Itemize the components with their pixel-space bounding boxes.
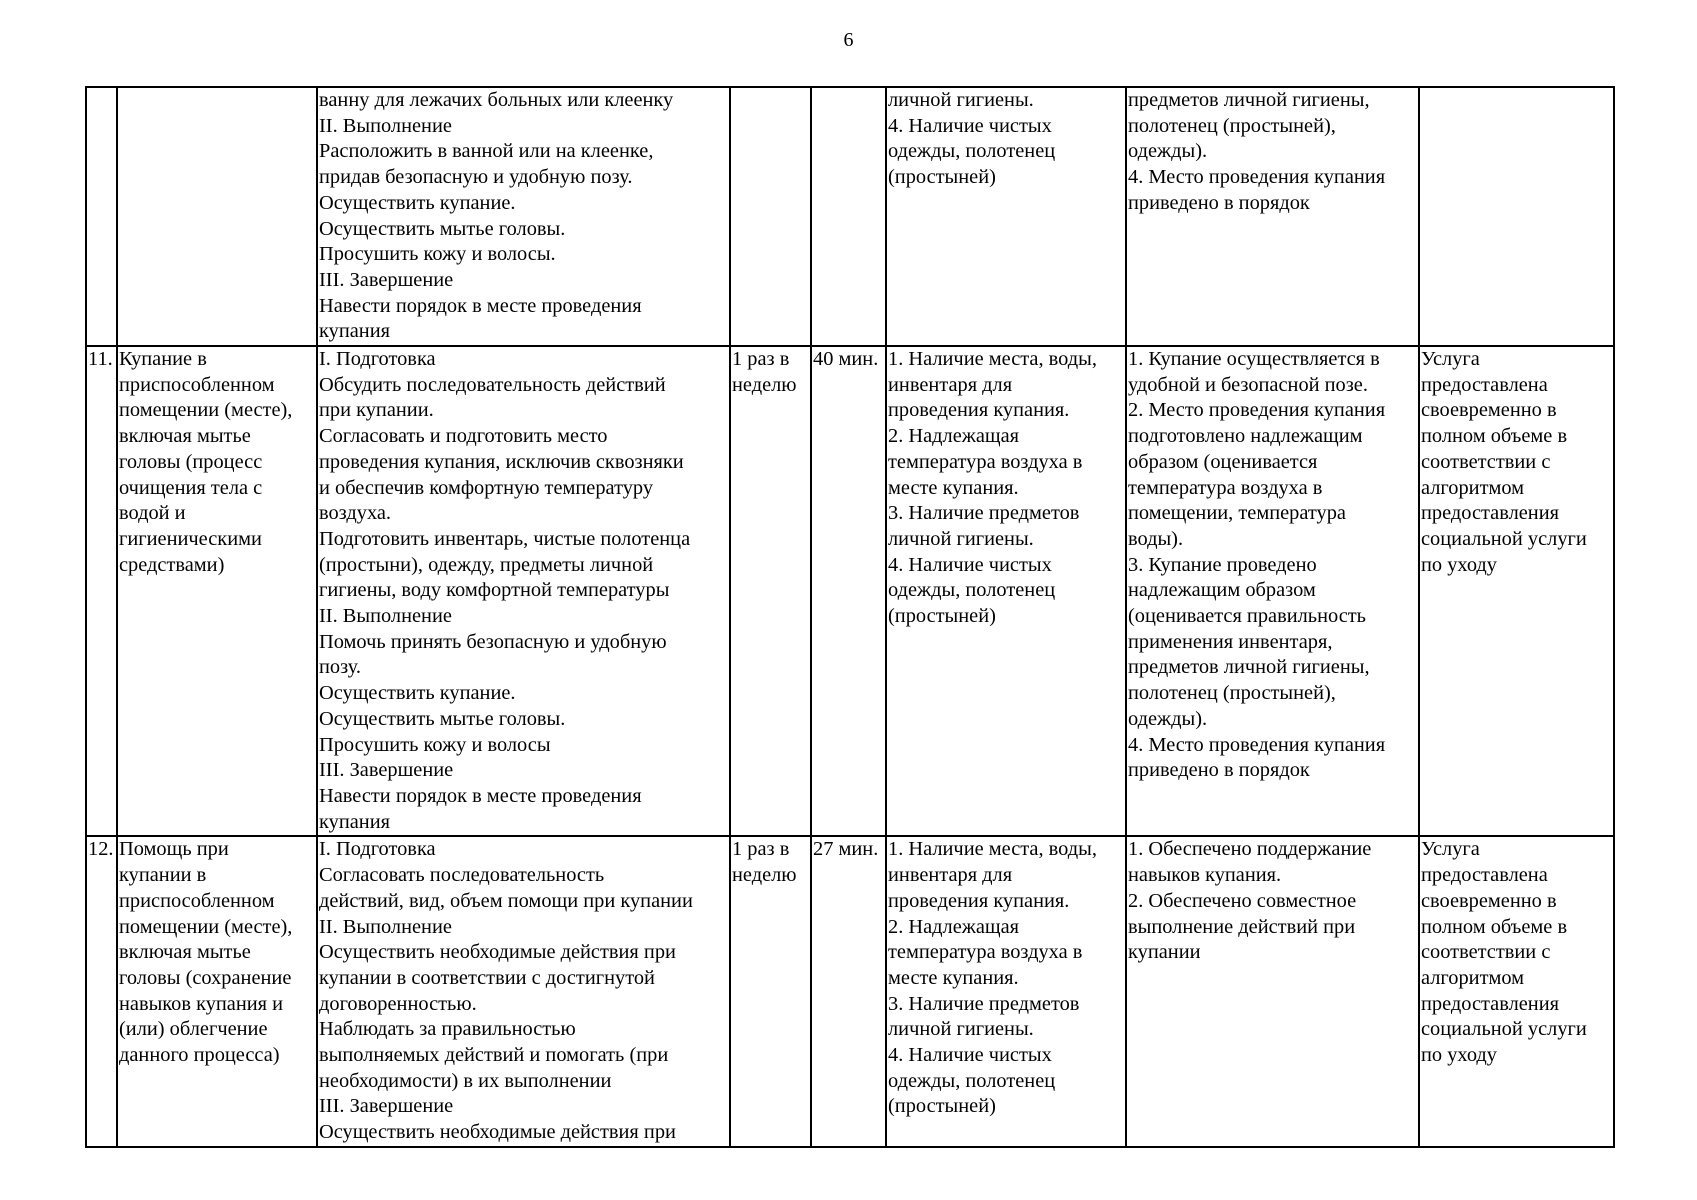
text-line: полотенец (простыней), bbox=[1128, 682, 1336, 705]
cell-result bbox=[1419, 346, 1614, 836]
text-line: ванну для лежачих больных или клеенку bbox=[319, 89, 674, 111]
text-line: Помощь при bbox=[119, 838, 229, 861]
text-line: воды). bbox=[1128, 527, 1184, 550]
text-line: Осуществить мытье головы. bbox=[319, 217, 566, 240]
cell-conditions bbox=[886, 346, 1126, 836]
text-line: 1. Наличие места, воды, bbox=[888, 348, 1097, 371]
text-line: проведения купания, исключив сквозняки bbox=[319, 450, 684, 473]
text-line: гигиены, воду комфортной температуры bbox=[319, 579, 670, 602]
text-line: 4. Наличие чистых bbox=[888, 114, 1052, 137]
text-line: одежды). bbox=[1128, 140, 1208, 163]
text-line: 4. Наличие чистых bbox=[888, 1044, 1052, 1067]
text-line: действий, вид, объем помощи при купании bbox=[319, 889, 693, 912]
text-line: I. Подготовка bbox=[319, 348, 436, 371]
text-line: при купании. bbox=[319, 399, 434, 422]
text-line: купании bbox=[1128, 941, 1201, 964]
text-line: водой и bbox=[119, 502, 186, 525]
page-number: 6 bbox=[843, 29, 854, 51]
text-line: 2. Надлежащая bbox=[888, 915, 1020, 938]
cell-quality-indicators bbox=[1126, 836, 1419, 1146]
text-line: приведено в порядок bbox=[1128, 191, 1310, 214]
text-line: помещении (месте), bbox=[119, 399, 293, 422]
text-line: одежды). bbox=[1128, 707, 1208, 730]
text-line: своевременно в bbox=[1421, 399, 1557, 422]
text-line: данного процесса) bbox=[119, 1044, 280, 1067]
text-line: социальной услуги bbox=[1421, 1018, 1587, 1041]
text-line: Осуществить необходимые действия при bbox=[319, 941, 676, 964]
text-line: 4. Наличие чистых bbox=[888, 553, 1052, 576]
text-line: Осуществить необходимые действия при bbox=[319, 1121, 676, 1144]
text-line: по уходу bbox=[1421, 1044, 1497, 1067]
text-line: (простыней) bbox=[888, 605, 996, 628]
cell-duration bbox=[811, 346, 886, 836]
text-line: Расположить в ванной или на клеенке, bbox=[319, 140, 654, 163]
text-line: Обсудить последовательность действий bbox=[319, 373, 666, 396]
text-line: 4. Место проведения купания bbox=[1128, 733, 1386, 756]
services-table bbox=[85, 86, 1615, 1148]
text-line: температура воздуха в bbox=[888, 450, 1083, 473]
table-row-11 bbox=[86, 346, 1614, 836]
text-line: помещении, температура bbox=[1128, 502, 1346, 525]
text-line: применения инвентаря, bbox=[1128, 630, 1333, 653]
text-line: предоставления bbox=[1421, 992, 1560, 1015]
text-line: 1 раз в bbox=[732, 838, 790, 861]
text-line: 2. Обеспечено совместное bbox=[1128, 889, 1357, 912]
text-line: проведения купания. bbox=[888, 399, 1070, 422]
text-line: удобной и безопасной позе. bbox=[1128, 373, 1368, 396]
cell-number: 11. bbox=[86, 346, 117, 836]
text-line: II. Выполнение bbox=[319, 605, 452, 628]
cell-conditions bbox=[886, 87, 1126, 346]
cell-procedure bbox=[317, 346, 730, 836]
text-line: инвентаря для bbox=[888, 864, 1013, 887]
text-line: приспособленном bbox=[119, 889, 275, 912]
text-line: Подготовить инвентарь, чистые полотенца bbox=[319, 527, 691, 550]
text-line: головы (процесс bbox=[119, 450, 263, 473]
text-line: одежды, полотенец bbox=[888, 579, 1056, 602]
text-line: 1. Обеспечено поддержание bbox=[1128, 838, 1372, 861]
text-line: Согласовать последовательность bbox=[319, 864, 605, 887]
cell-frequency bbox=[730, 87, 811, 346]
cell-service-name bbox=[117, 836, 317, 1146]
text-line: Согласовать и подготовить место bbox=[319, 425, 608, 448]
text-line: Просушить кожу и волосы bbox=[319, 733, 551, 756]
text-line: предоставлена bbox=[1421, 373, 1548, 396]
text-line: приведено в порядок bbox=[1128, 759, 1310, 782]
text-line: 1 раз в bbox=[732, 348, 790, 371]
text-line: Услуга bbox=[1421, 348, 1480, 371]
text-line: придав безопасную и удобную позу. bbox=[319, 166, 633, 189]
text-line: надлежащим образом bbox=[1128, 579, 1316, 602]
text-line: Купание в bbox=[119, 348, 207, 371]
text-line: предоставления bbox=[1421, 502, 1560, 525]
text-line: Осуществить мытье головы. bbox=[319, 707, 566, 730]
text-line: навыков купания. bbox=[1128, 864, 1282, 887]
text-line: купания bbox=[319, 320, 390, 343]
text-line: выполняемых действий и помогать (при bbox=[319, 1044, 669, 1067]
cell-procedure bbox=[317, 87, 730, 346]
text-line: личной гигиены. bbox=[888, 1018, 1034, 1041]
text-line: помещении (месте), bbox=[119, 915, 293, 938]
text-line: Наблюдать за правильностью bbox=[319, 1018, 576, 1041]
text-line: I. Подготовка bbox=[319, 838, 436, 861]
text-line: II. Выполнение bbox=[319, 915, 452, 938]
cell-frequency bbox=[730, 836, 811, 1146]
text-line: полотенец (простыней), bbox=[1128, 114, 1336, 137]
text-line: III. Завершение bbox=[319, 1095, 454, 1118]
text-line: Услуга bbox=[1421, 838, 1480, 861]
cell-number: 12. bbox=[86, 836, 117, 1146]
text-line: неделю bbox=[732, 373, 797, 396]
text-line: Навести порядок в месте проведения bbox=[319, 294, 642, 317]
cell-quality-indicators bbox=[1126, 346, 1419, 836]
text-line: и обеспечив комфортную температуру bbox=[319, 476, 654, 499]
text-line: III. Завершение bbox=[319, 759, 454, 782]
text-line: социальной услуги bbox=[1421, 527, 1587, 550]
text-line: 4. Место проведения купания bbox=[1128, 166, 1386, 189]
cell-result bbox=[1419, 87, 1614, 346]
text-line: одежды, полотенец bbox=[888, 140, 1056, 163]
text-line: полном объеме в bbox=[1421, 915, 1568, 938]
text-line: по уходу bbox=[1421, 553, 1497, 576]
cell-number bbox=[86, 87, 117, 346]
text-line: Осуществить купание. bbox=[319, 682, 516, 705]
text-line: договоренностью. bbox=[319, 992, 477, 1015]
text-line: 1. Наличие места, воды, bbox=[888, 838, 1097, 861]
text-line: навыков купания и bbox=[119, 992, 284, 1015]
text-line: позу. bbox=[319, 656, 361, 679]
text-line: предметов личной гигиены, bbox=[1128, 656, 1370, 679]
text-line: 3. Купание проведено bbox=[1128, 553, 1317, 576]
text-line: Навести порядок в месте проведения bbox=[319, 784, 642, 807]
text-line: воздуха. bbox=[319, 502, 392, 525]
text-line: 40 мин. bbox=[813, 348, 879, 371]
text-line: проведения купания. bbox=[888, 889, 1070, 912]
text-line: 1. Купание осуществляется в bbox=[1128, 348, 1380, 371]
text-line: личной гигиены. bbox=[888, 89, 1034, 111]
text-line: полном объеме в bbox=[1421, 425, 1568, 448]
cell-duration bbox=[811, 836, 886, 1146]
text-line: своевременно в bbox=[1421, 889, 1557, 912]
text-line: подготовлено надлежащим bbox=[1128, 425, 1363, 448]
text-line: гигиеническими bbox=[119, 527, 262, 550]
text-line: включая мытье bbox=[119, 425, 251, 448]
text-line: (простыни), одежду, предметы личной bbox=[319, 553, 654, 576]
text-line: головы (сохранение bbox=[119, 966, 292, 989]
text-line: месте купания. bbox=[888, 476, 1019, 499]
text-line: предметов личной гигиены, bbox=[1128, 89, 1370, 111]
text-line: (простыней) bbox=[888, 1095, 996, 1118]
cell-service-name bbox=[117, 87, 317, 346]
text-line: 3. Наличие предметов bbox=[888, 502, 1080, 525]
text-line: Осуществить купание. bbox=[319, 191, 516, 214]
text-line: месте купания. bbox=[888, 966, 1019, 989]
text-line: 2. Надлежащая bbox=[888, 425, 1020, 448]
cell-conditions bbox=[886, 836, 1126, 1146]
text-line: приспособленном bbox=[119, 373, 275, 396]
text-line: (или) облегчение bbox=[119, 1018, 268, 1041]
text-line: II. Выполнение bbox=[319, 114, 452, 137]
text-line: (оценивается правильность bbox=[1128, 605, 1366, 628]
text-line: одежды, полотенец bbox=[888, 1069, 1056, 1092]
text-line: температура воздуха в bbox=[1128, 476, 1323, 499]
cell-quality-indicators bbox=[1126, 87, 1419, 346]
cell-duration bbox=[811, 87, 886, 346]
text-line: алгоритмом bbox=[1421, 476, 1525, 499]
text-line: очищения тела с bbox=[119, 476, 263, 499]
text-line: 2. Место проведения купания bbox=[1128, 399, 1386, 422]
text-line: предоставлена bbox=[1421, 864, 1548, 887]
table-row-12 bbox=[86, 836, 1614, 1146]
text-line: личной гигиены. bbox=[888, 527, 1034, 550]
text-line: купании в соответствии с достигнутой bbox=[319, 966, 655, 989]
text-line: (простыней) bbox=[888, 166, 996, 189]
text-line: Просушить кожу и волосы. bbox=[319, 243, 556, 266]
cell-procedure bbox=[317, 836, 730, 1146]
cell-service-name bbox=[117, 346, 317, 836]
text-line: III. Завершение bbox=[319, 268, 454, 291]
text-line: Помочь принять безопасную и удобную bbox=[319, 630, 667, 653]
text-line: купании в bbox=[119, 864, 207, 887]
text-line: соответствии с bbox=[1421, 450, 1551, 473]
text-line: соответствии с bbox=[1421, 941, 1551, 964]
text-line: образом (оценивается bbox=[1128, 450, 1318, 473]
cell-result bbox=[1419, 836, 1614, 1146]
text-line: средствами) bbox=[119, 553, 225, 576]
cell-frequency bbox=[730, 346, 811, 836]
text-line: температура воздуха в bbox=[888, 941, 1083, 964]
text-line: инвентаря для bbox=[888, 373, 1013, 396]
text-line: 3. Наличие предметов bbox=[888, 992, 1080, 1015]
text-line: выполнение действий при bbox=[1128, 915, 1356, 938]
text-line: необходимости) в их выполнении bbox=[319, 1069, 612, 1092]
text-line: неделю bbox=[732, 864, 797, 887]
text-line: включая мытье bbox=[119, 941, 251, 964]
text-line: купания bbox=[319, 810, 390, 833]
text-line: 27 мин. bbox=[813, 838, 879, 861]
table-row-continuation bbox=[86, 87, 1614, 346]
text-line: алгоритмом bbox=[1421, 966, 1525, 989]
